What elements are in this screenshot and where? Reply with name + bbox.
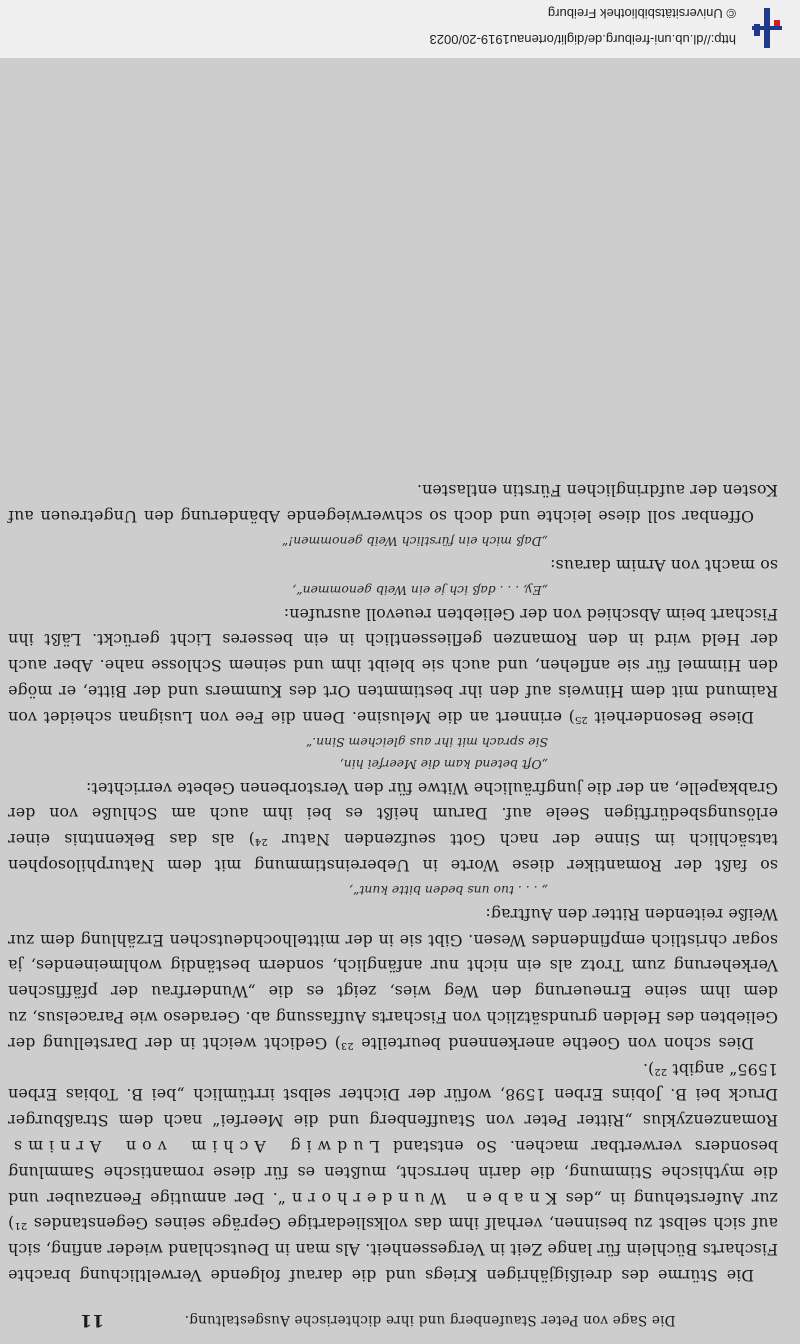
quote-2a: „Oft betend kam die Meerfei hin, xyxy=(339,756,548,772)
paragraph-6: Offenbar soll diese leichte und doch so schwerwiegende Abänderung den Ungetreuen auf Kosten der aufdringlichen Fürstin entlasten. xyxy=(8,481,778,527)
rotated-page-content xyxy=(0,58,800,1344)
running-head xyxy=(80,1306,720,1330)
running-head-title: Die Sage von Peter Staufenberg und ihre dichterische Ausgestaltung. xyxy=(184,1312,676,1328)
paragraph-5: so macht von Arnim daraus: xyxy=(550,555,778,575)
library-banner xyxy=(0,0,800,59)
paragraph-4: Diese Besonderheit ²⁵) erinnert an die Melusine. Denn die Fee von Lusignan scheidet von Raimund mit dem Hinweis auf den ihr bestimmten Ort des Kummers und der Bitte, er möge den Himmel für sie anflehen, und auch sie bleibt ihm und seinem Schlosse nahe. Aber auch der Held wird in den Romanzen gefliessentlich in ein besseres Licht gerückt. Läßt ihn Fischart beim Abschied von der Geliebten reuevoll ausrufen: xyxy=(8,604,778,727)
spaced-title-wunderhorn: Knaben Wunderhorn xyxy=(285,1188,558,1208)
paragraph-3: so faßt der Romantiker diese Worte in Uebereinstimmung mit dem Naturphilosophen tatsächlich im Sinne der nach Gott seufzenden Natur ²⁴) als das Bekenntnis einer erlösungsbedürftigen Seele auf. Darum heißt es bei ihm auch am Schluße von der Grabkapelle, an der die jungfräuliche Witwe für den Verstorbenen Gebete verrichtet: xyxy=(8,778,778,876)
page-body xyxy=(8,477,778,1288)
spaced-name-arnim: Ludwig Achim von Arnims xyxy=(7,1137,380,1157)
paragraph-1-text: Die Stürme des dreißigjährigen Kriegs und die darauf folgende Verweltlichung brachte Fischarts Büchlein für lange Zeit in Vergessenheit. Als man in Deutschland wieder anfing, sich auf sich selbst zu besinnen, verhalf ihm das volksliedartige Gepräge seines Gegenstandes ²¹) zur Auferstehung in „des xyxy=(8,1188,778,1285)
quote-2b: Sie sprach mit ihr aus gleichem Sinn.“ xyxy=(305,734,548,750)
source-url[interactable]: http://dl.ub.uni-freiburg.de/diglit/ortenau1919-20/0023 xyxy=(429,32,736,47)
quote-3: „Ey, . . . daß ich je ein Weib genommen“, xyxy=(292,582,548,598)
paragraph-2: Dies schon von Goethe anerkennend beurteilte ²³) Gedicht weicht in der Darstellung der Geliebten des Helden grundsätzlich von Fischarts Auffassung ab. Geradeso wie Paracelsus, zu dem ihm seine Erneuerung den Weg wies, zeigt es die „Wunderfrau der pfäffischen Verkeherung zum Trotz als ein nicht nur anfänglich, sondern beständig wohlmeinendes, ja sogar christlich empfindendes Wesen. Gibt sie in der mittelhochdeutschen Erzählung dem zur Weiße reitenden Ritter den Auftrag: xyxy=(8,904,778,1053)
scanned-page xyxy=(0,58,800,1344)
copyright-notice: © Universitätsbibliothek Freiburg xyxy=(547,6,736,21)
ub-freiburg-logo-icon xyxy=(752,6,782,50)
paragraph-1-text-c: Romanzenzyklus „Ritter Peter von Stauffenberg und die Meerfei“ nach dem Straßburger Druck bei B. Jobins Erben 1598, wofür der Dichter selbst irrtümlich „bei B. Tobias Erben 1595“ angibt ²²). xyxy=(8,1059,778,1131)
paragraph-1-text-b: “. Der anmutige Feenzauber und die mythische Stimmung, die darin herrscht, mußten es für diese romantische Sammlung besonders verwertbar machen. So entstand xyxy=(8,1137,778,1208)
quote-4: „Daß mich ein fürstlich Weib genommen!“ xyxy=(281,534,548,550)
quote-1: „ . . . tuo uns beden bitte kunt“, xyxy=(349,883,548,899)
page-number: 11 xyxy=(80,1310,105,1330)
paragraph-1 xyxy=(8,1056,778,1288)
